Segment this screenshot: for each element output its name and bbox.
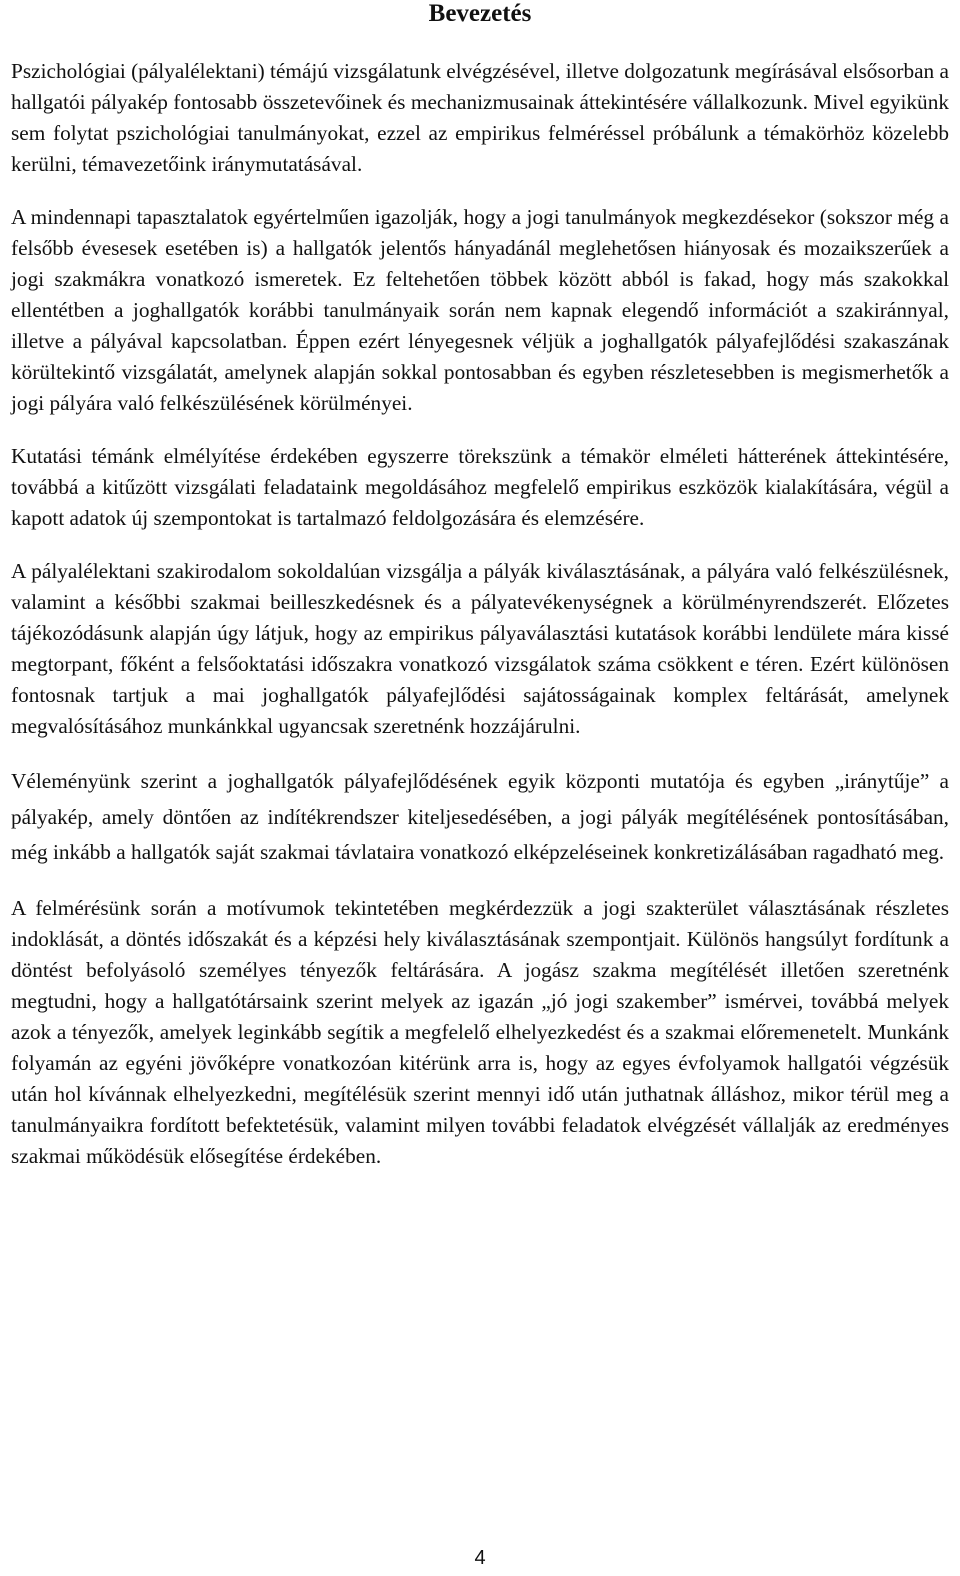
paragraph-experience: A mindennapi tapasztalatok egyértelműen igazolják, hogy a jogi tanulmányok megkezdésekor (sokszor még a felsőbb évesesek esetében is) a hallgatók jelentős hányadánál meglehetősen hiányosak és mozaikszerűek a jogi szakmákra vonatkozó ismeretek. Ez feltehetően többek között abból is fakad, hogy más szakokkal ellentétben a joghallgatók korábbi tanulmányaik során nem kapnak elegendő információt a szakiránnyal, illetve a pályával kapcsolatban. Éppen ezért lényegesnek véljük a joghallgatók pályafejlődési szakaszának körültekintő vizsgálatát, amelynek alapján sokkal pontosabban és egyben részletesebben is megismerhetők a jogi pályára való felkészülésének körülményei. [11,205,949,415]
paragraph-literature: A pályalélektani szakirodalom sokoldalúan vizsgálja a pályák kiválasztásának, a pályára való felkészülésnek, valamint a későbbi szakmai beilleszkedésnek és a pályatevékenységnek a körülményrendszerét. Előzetes tájékozódásunk alapján úgy látjuk, hogy az empirikus pályaválasztási kutatások korábbi lendülete mára kissé megtorpant, főként a felsőoktatási időszakra vonatkozó vizsgálatok száma csökkent e téren. Ezért különösen fontosnak tartjuk a mai joghallgatók pályafejlődési sajátosságainak komplex feltárását, amelynek megvalósításához munkánkkal ugyancsak szeretnénk hozzájárulni. [11,559,949,738]
paragraph-opinion: Véleményünk szerint a joghallgatók pályafejlődésének egyik központi mutatója és egyben „iránytűje” a pályakép, amely döntően az indítékrendszer kiteljesedésében, a jogi pályák megítélésének pontosításában, még inkább a hallgatók saját szakmai távlataira vonatkozó elképzeléseinek konkretizálásában ragadható meg. [11,769,949,864]
paragraph-research-topic: Kutatási témánk elmélyítése érdekében egyszerre törekszünk a témakör elméleti hátterének áttekintésére, továbbá a kitűzött vizsgálati feladataink megoldásához megfelelő empirikus eszközök kialakítására, végül a kapott adatok új szempontokat is tartalmazó feldolgozására és elemzésére. [11,444,949,530]
paragraph-survey: A felmérésünk során a motívumok tekintetében megkérdezzük a jogi szakterület választásának részletes indoklását, a döntés időszakát és a képzési hely kiválasztásának szempontjait. Különös hangsúlyt fordítunk a döntést befolyásoló személyes tényezők feltárására. A jogász szakma megítélését illetően szeretnénk megtudni, hogy a hallgatótársaink szerint melyek az igazán „jó jogi szakember” ismérvei, továbbá melyek azok a tényezők, amelyek leginkább segítik a megfelelő elhelyezkedést és a szakmai előremenetelt. Munkánk folyamán az egyéni jövőképre vonatkozóan kitérünk arra is, hogy az egyes évfolyamok hallgatói végzésük után hol kívánnak elhelyezkedni, megítélésük szerint mennyi idő után juthatnak álláshoz, mikor térül meg a tanulmányaikra fordított befektetésük, valamint milyen további feladatok elvégzését vállalják az eredményes szakmai működésük elősegítése érdekében. [11,895,949,1168]
page-number: 4 [474,1547,486,1569]
page-title: Bevezetés [428,0,532,27]
paragraph-intro: Pszichológiai (pályalélektani) témájú vizsgálatunk elvégzésével, illetve dolgozatunk megírásával elsősorban a hallgatói pályakép fontosabb összetevőinek és mechanizmusainak áttekintésére vállalkozunk. Mivel egyikünk sem folytat pszichológiai tanulmányokat, ezzel az empirikus felméréssel próbálunk a témakörhöz közelebb kerülni, témavezetőink iránymutatásával. [11,59,949,176]
